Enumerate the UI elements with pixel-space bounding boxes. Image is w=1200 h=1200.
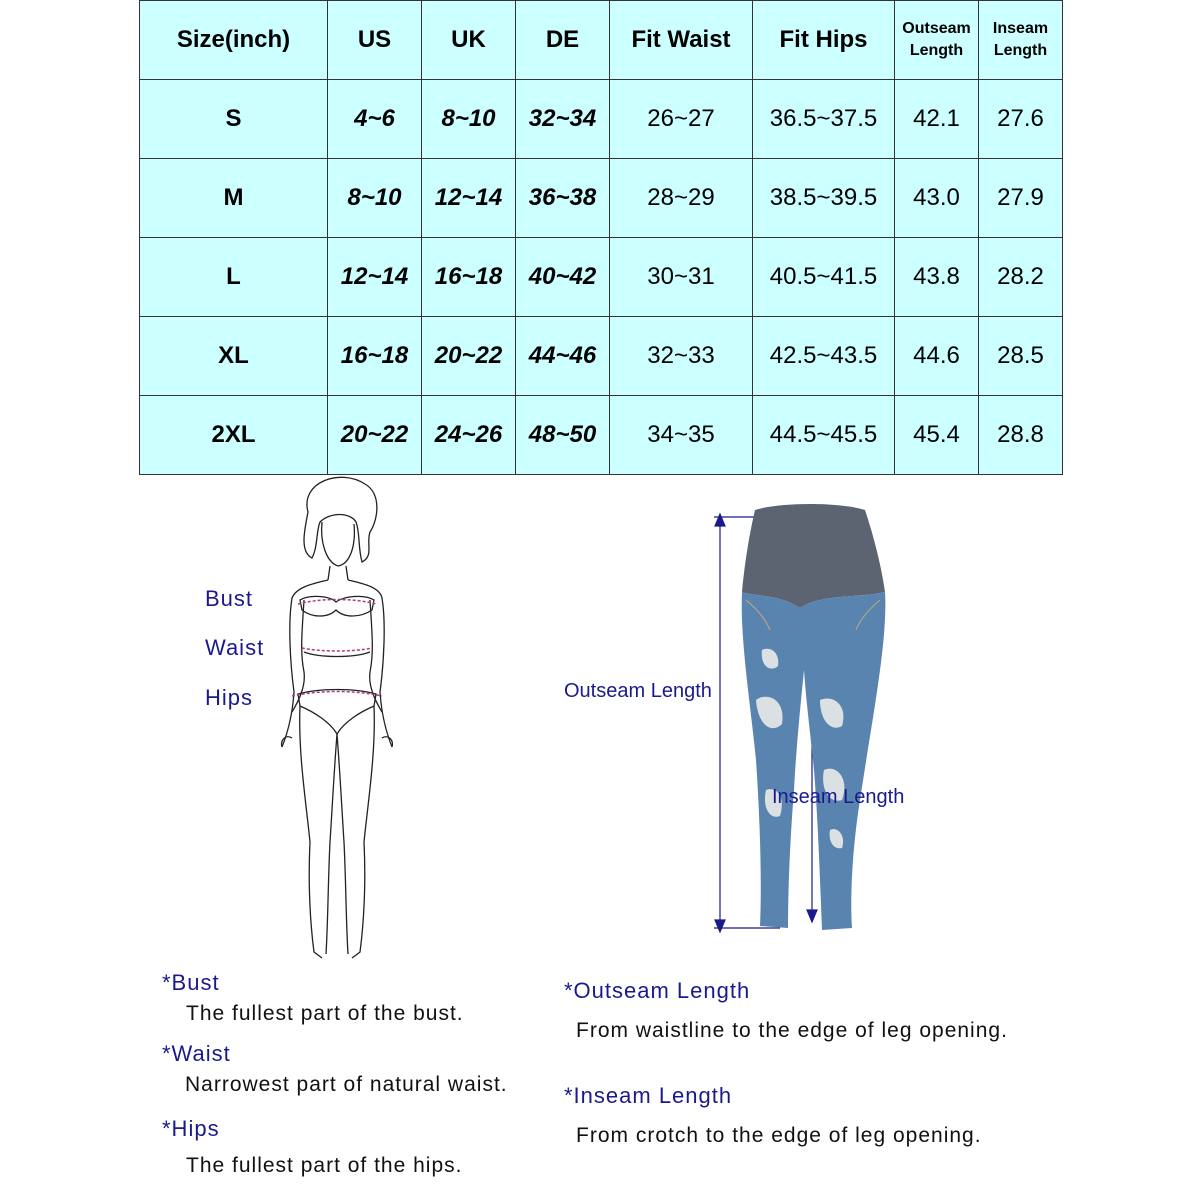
bust-label: Bust bbox=[205, 586, 254, 611]
cell-de: 32~34 bbox=[516, 80, 610, 159]
cell-de: 48~50 bbox=[516, 396, 610, 475]
cell-fit-waist: 32~33 bbox=[610, 317, 753, 396]
header-inseam-length bbox=[979, 1, 1063, 80]
cell-us: 20~22 bbox=[328, 396, 422, 475]
table-row bbox=[140, 80, 1063, 159]
hips-label: Hips bbox=[205, 685, 254, 710]
table-row bbox=[140, 396, 1063, 475]
cell-outseam: 43.8 bbox=[895, 238, 979, 317]
header-fit-waist: Fit Waist bbox=[610, 1, 753, 80]
cell-size: XL bbox=[140, 317, 328, 396]
header-outseam-length bbox=[895, 1, 979, 80]
cell-us: 12~14 bbox=[328, 238, 422, 317]
header-outseam-line2: Length bbox=[909, 42, 964, 59]
cell-outseam: 43.0 bbox=[895, 159, 979, 238]
note-waist-desc: Narrowest part of natural waist. bbox=[185, 1073, 508, 1096]
cell-uk: 16~18 bbox=[422, 238, 516, 317]
cell-fit-hips: 40.5~41.5 bbox=[753, 238, 895, 317]
cell-outseam: 42.1 bbox=[895, 80, 979, 159]
note-inseam-desc: From crotch to the edge of leg opening. bbox=[576, 1124, 982, 1147]
cell-fit-hips: 42.5~43.5 bbox=[753, 317, 895, 396]
cell-inseam: 28.8 bbox=[979, 396, 1063, 475]
header-us: US bbox=[328, 1, 422, 80]
cell-fit-waist: 34~35 bbox=[610, 396, 753, 475]
cell-us: 4~6 bbox=[328, 80, 422, 159]
cell-inseam: 27.9 bbox=[979, 159, 1063, 238]
cell-de: 36~38 bbox=[516, 159, 610, 238]
note-waist-title: *Waist bbox=[162, 1041, 231, 1066]
cell-outseam: 44.6 bbox=[895, 317, 979, 396]
outseam-length-label: Outseam Length bbox=[564, 680, 712, 702]
table-row bbox=[140, 238, 1063, 317]
maternity-jeans-illustration bbox=[700, 500, 900, 940]
header-size: Size(inch) bbox=[140, 1, 328, 80]
body-figure-illustration bbox=[270, 472, 410, 972]
cell-size: 2XL bbox=[140, 396, 328, 475]
header-outseam-line1: Outseam bbox=[902, 20, 971, 37]
header-de: DE bbox=[516, 1, 610, 80]
cell-size: M bbox=[140, 159, 328, 238]
note-bust-desc: The fullest part of the bust. bbox=[186, 1002, 464, 1025]
note-bust-title: *Bust bbox=[162, 970, 220, 995]
inseam-length-label: Inseam Length bbox=[772, 786, 905, 808]
header-fit-hips: Fit Hips bbox=[753, 1, 895, 80]
cell-inseam: 27.6 bbox=[979, 80, 1063, 159]
table-row bbox=[140, 159, 1063, 238]
cell-fit-waist: 30~31 bbox=[610, 238, 753, 317]
cell-fit-hips: 36.5~37.5 bbox=[753, 80, 895, 159]
cell-outseam: 45.4 bbox=[895, 396, 979, 475]
cell-size: S bbox=[140, 80, 328, 159]
note-inseam-title: *Inseam Length bbox=[564, 1083, 733, 1108]
note-hips-title: *Hips bbox=[162, 1116, 220, 1141]
table-header-row bbox=[140, 1, 1063, 80]
cell-us: 16~18 bbox=[328, 317, 422, 396]
cell-de: 44~46 bbox=[516, 317, 610, 396]
header-inseam-line2: Length bbox=[993, 42, 1048, 59]
cell-fit-waist: 28~29 bbox=[610, 159, 753, 238]
cell-uk: 20~22 bbox=[422, 317, 516, 396]
cell-de: 40~42 bbox=[516, 238, 610, 317]
cell-us: 8~10 bbox=[328, 159, 422, 238]
cell-fit-hips: 44.5~45.5 bbox=[753, 396, 895, 475]
cell-uk: 24~26 bbox=[422, 396, 516, 475]
cell-inseam: 28.5 bbox=[979, 317, 1063, 396]
header-inseam-line1: Inseam bbox=[992, 20, 1049, 37]
cell-fit-waist: 26~27 bbox=[610, 80, 753, 159]
note-outseam-title: *Outseam Length bbox=[564, 978, 751, 1003]
note-outseam-desc: From waistline to the edge of leg opening. bbox=[576, 1019, 1008, 1042]
table-row bbox=[140, 317, 1063, 396]
waist-label: Waist bbox=[205, 635, 265, 660]
header-uk: UK bbox=[422, 1, 516, 80]
cell-size: L bbox=[140, 238, 328, 317]
size-chart-table bbox=[139, 0, 1063, 475]
cell-uk: 8~10 bbox=[422, 80, 516, 159]
cell-inseam: 28.2 bbox=[979, 238, 1063, 317]
note-hips-desc: The fullest part of the hips. bbox=[186, 1154, 463, 1177]
cell-fit-hips: 38.5~39.5 bbox=[753, 159, 895, 238]
cell-uk: 12~14 bbox=[422, 159, 516, 238]
